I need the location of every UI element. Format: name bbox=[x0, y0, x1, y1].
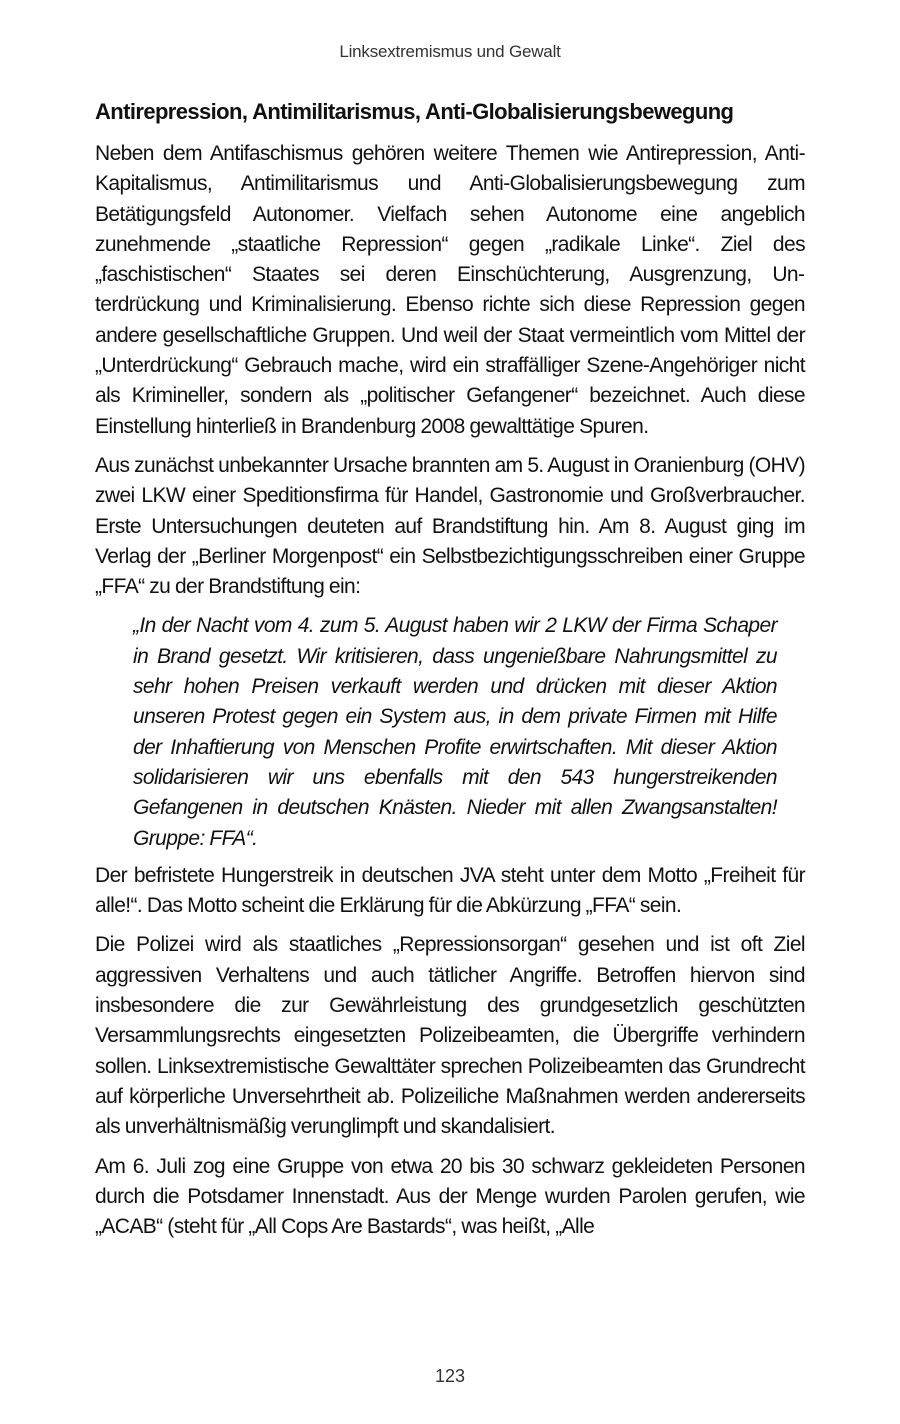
paragraph-hunger-strike: Der befristete Hungerstreik in deutschen JVA steht unter dem Motto „Freiheit für alle!“. Das Motto scheint die Erklärung für die Abkürzung „FFA“ sein. bbox=[95, 863, 805, 918]
paragraph-arson-oranienburg: Aus zunächst unbekannter Ursache brannten am 5. August in Oranienburg (OHV) zwei LKW einer Speditionsfirma für Handel, Gastronomie und Großverbraucher. Erste Untersuchungen deuteten auf Brandstiftung hin. Am 8. August ging im Verlag der „Berliner Morgenpost“ ein Selbstbezichtigungsschreiben einer Gruppe „FFA“ zu der Brandstiftung ein: bbox=[95, 453, 805, 599]
section-heading: Antirepression, Antimilitarismus, Anti-Globalisierungsbewegung bbox=[95, 99, 734, 124]
paragraph-potsdam: Am 6. Juli zog eine Gruppe von etwa 20 bis 30 schwarz gekleideten Personen durch die Potsdamer Innenstadt. Aus der Menge wurden Parolen gerufen, wie „ACAB“ (steht für „All Cops Are Bastards“, was heißt, „Alle bbox=[95, 1154, 805, 1239]
running-head: Linksextremismus und Gewalt bbox=[339, 42, 561, 61]
paragraph-antirepression: Neben dem Antifaschismus gehören weitere Themen wie Antirepression, Anti-Kapitalismus, Antimilitarismus und Anti-Globalisierungsbewegung zum Betätigungsfeld Autonomer. Vielfach sehen Autonome eine angeblich zunehmende „staatliche Repression“ gegen „radikale Linke“. Ziel des „faschistischen“ Staates sei deren Einschüchterung, Ausgrenzung, Unterdrückung und Kriminalisierung. Ebenso richte sich diese Repression gegen andere gesellschaftliche Gruppen. Und weil der Staat vermeintlich vom Mittel der „Unterdrückung“ Gebrauch mache, wird ein straffälliger Szene-Angehöriger nicht als Krimineller, sondern als „politischer Gefangener“ bezeichnet. Auch diese Einstellung hinterließ in Brandenburg 2008 gewalttätige Spuren. bbox=[95, 142, 805, 438]
page-number: 123 bbox=[434, 1366, 466, 1386]
page-body bbox=[95, 97, 805, 1251]
quoted-claim-letter: „In der Nacht vom 4. zum 5. August haben wir 2 LKW der Firma Schaper in Brand gesetzt. Wir kritisieren, dass ungenießbare Nahrungsmittel zu sehr hohen Preisen verkauft werden und drücken mit dieser Aktion unseren Protest gegen ein System aus, in dem private Firmen mit Hilfe der Inhaftierung von Menschen Profite erwirtschaften. Mit dieser Aktion solidarisieren wir uns ebenfalls mit den 543 hungerstreikenden Gefangenen in deutschen Knästen. Nieder mit allen Zwangsanstalten! Gruppe: FFA“. bbox=[133, 614, 777, 850]
paragraph-police: Die Polizei wird als staatliches „Repressionsorgan“ gesehen und ist oft Ziel aggressiven Verhaltens und auch tätlicher Angriffe. Betroffen hiervon sind insbesondere die zur Gewährleistung des grundgesetzlich geschützten Versammlungsrechts eingesetzten Polizeibeamten, die Übergriffe verhindern sollen. Linksextremistische Gewalttäter sprechen Polizeibeamten das Grundrecht auf körperliche Unversehrtheit ab. Polizeiliche Maßnahmen werden andererseits als unverhältnismäßig verunglimpft und skandalisiert. bbox=[95, 933, 805, 1139]
